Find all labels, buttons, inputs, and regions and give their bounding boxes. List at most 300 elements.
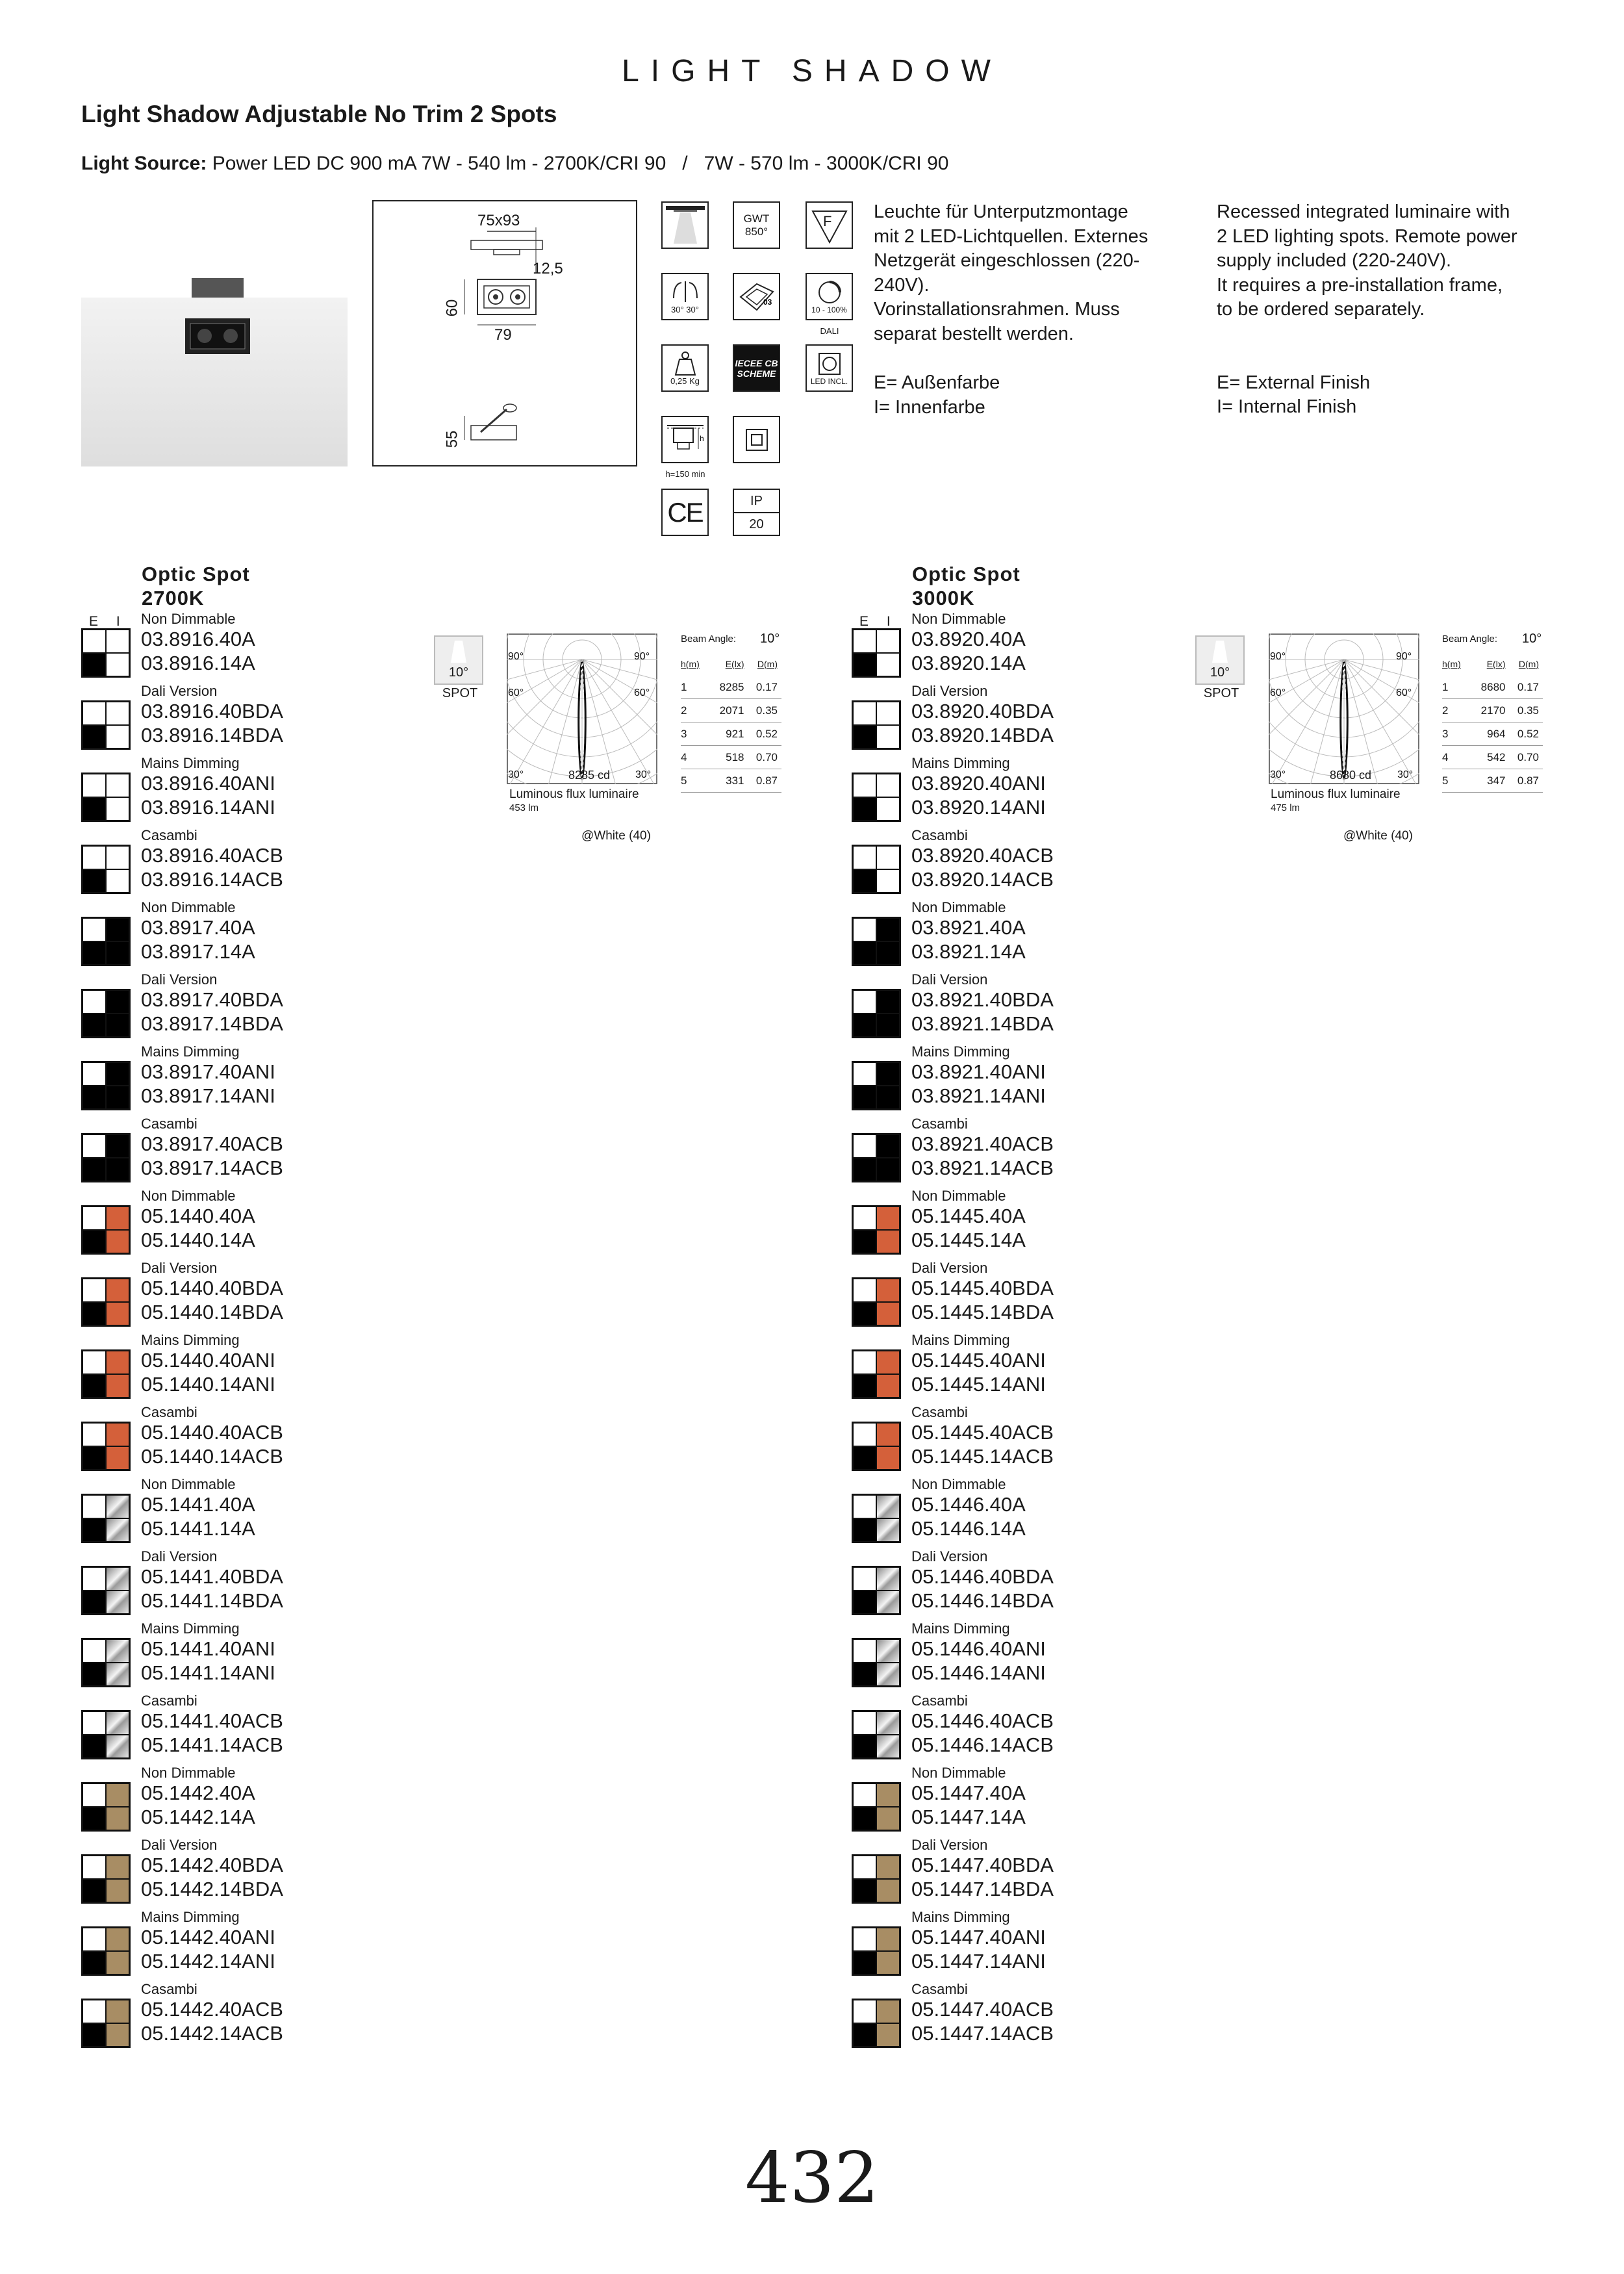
finish-swatch-cell [106, 1711, 129, 1735]
product-code-group [852, 1045, 1215, 1118]
finish-swatch-cell [82, 653, 106, 676]
finish-swatch-cell [106, 1591, 129, 1614]
table-row [681, 722, 781, 746]
finish-swatch-cell [876, 702, 900, 725]
product-codes [141, 843, 283, 891]
finish-swatch [852, 1566, 901, 1615]
finish-swatch [852, 1782, 901, 1832]
finish-swatch-cell [82, 1663, 106, 1686]
product-code-group [852, 1190, 1215, 1262]
finish-swatch [852, 1133, 901, 1182]
product-codes [911, 1060, 1046, 1108]
finish-swatch-cell [82, 1351, 106, 1374]
product-code-group [852, 1262, 1215, 1334]
finish-swatch-cell [853, 1062, 876, 1086]
finish-swatch-cell [82, 1302, 106, 1325]
product-code: 05.1446.14BDA [911, 1589, 1054, 1612]
finish-swatch-cell [106, 2023, 129, 2047]
finish-swatch-cell [853, 1928, 876, 1951]
version-label: Non Dimmable [911, 1188, 1006, 1204]
product-code: 05.1441.14BDA [141, 1589, 283, 1612]
table-header-cell: E(lx) [725, 659, 744, 669]
version-label: Dali Version [911, 1837, 988, 1853]
finish-swatch [852, 1205, 901, 1255]
finish-swatch-cell [876, 869, 900, 893]
finish-swatch-cell [876, 797, 900, 821]
finish-swatch-cell [106, 774, 129, 797]
product-code-group [852, 1478, 1215, 1550]
table-cell: 5 [1442, 774, 1449, 787]
product-code: 05.1442.14A [141, 1806, 255, 1828]
product-codes [141, 1565, 283, 1613]
peak-intensity: 8680 cd [1330, 769, 1372, 782]
finish-swatch-cell [853, 797, 876, 821]
finish-swatch-cell [106, 702, 129, 725]
finish-swatch-cell [82, 2000, 106, 2023]
product-code: 05.1441.40ACB [141, 1709, 283, 1732]
finish-swatch-cell [853, 2023, 876, 2047]
finish-swatch-cell [853, 1518, 876, 1542]
product-code: 05.1440.14A [141, 1229, 255, 1251]
table-cell: 2071 [719, 704, 744, 717]
polar-diagram [507, 633, 657, 784]
polar-angle-label: 30° [1397, 769, 1414, 780]
ip-label: IP [750, 494, 763, 508]
version-label: Non Dimmable [911, 899, 1006, 915]
finish-swatch-cell [853, 1446, 876, 1470]
product-code: 03.8916.14ANI [141, 796, 275, 819]
dali-caption: DALI [820, 326, 839, 336]
desc-de-line: 240V). [874, 274, 930, 296]
product-code: 05.1440.14ANI [141, 1373, 275, 1396]
product-code-group [81, 1262, 445, 1334]
finish-swatch [81, 1710, 131, 1759]
table-row [1442, 676, 1543, 699]
product-code: 03.8917.14ACB [141, 1156, 283, 1179]
version-label: Casambi [911, 1693, 968, 1709]
product-codes [911, 771, 1046, 819]
finish-swatch-cell [853, 1279, 876, 1302]
gwt-icon [733, 201, 780, 249]
finish-swatch-cell [876, 990, 900, 1014]
finish-swatch-cell [106, 1423, 129, 1446]
product-code-group [852, 1622, 1215, 1694]
beam-angle-label: Beam Angle: [1442, 633, 1498, 645]
polar-angle-label: 60° [634, 687, 650, 698]
finish-swatch-cell [106, 1879, 129, 1902]
finish-swatch [852, 1277, 901, 1327]
finish-swatch [81, 1349, 131, 1399]
product-code: 05.1445.40ANI [911, 1349, 1046, 1372]
finish-swatch-cell [853, 653, 876, 676]
finish-swatch [81, 700, 131, 750]
weight-icon [661, 344, 709, 392]
finish-swatch [81, 1854, 131, 1904]
product-code: 05.1447.14ANI [911, 1950, 1046, 1973]
table-cell: 0.87 [1517, 774, 1539, 787]
light-source-line [81, 153, 948, 175]
dim-offset: 12,5 [533, 260, 563, 277]
version-label: Dali Version [911, 1260, 988, 1276]
finish-swatch [81, 1133, 131, 1182]
dim-top: 75x93 [477, 212, 520, 229]
product-code-group [852, 1406, 1215, 1478]
product-codes [141, 1060, 275, 1108]
table-cell: 1 [681, 681, 687, 693]
product-code: 03.8917.40BDA [141, 988, 283, 1011]
finish-swatch-cell [853, 941, 876, 965]
finish-swatch-cell [82, 1711, 106, 1735]
product-codes [141, 1637, 275, 1685]
product-code: 03.8921.40ACB [911, 1132, 1054, 1155]
finish-swatch-cell [876, 1879, 900, 1902]
finish-swatch-cell [853, 630, 876, 653]
table-header-cell: h(m) [1442, 659, 1461, 669]
finish-swatch-cell [853, 1014, 876, 1037]
version-label: Non Dimmable [141, 1188, 236, 1204]
product-code-group [81, 1694, 445, 1767]
f-mark-letter: F [823, 213, 832, 229]
product-code: 05.1441.40ANI [141, 1637, 275, 1660]
finish-swatch-cell [106, 1807, 129, 1830]
finish-swatch-cell [876, 1783, 900, 1807]
led-incl-icon [806, 344, 853, 392]
table-cell: 0.35 [1517, 704, 1539, 717]
finish-swatch-cell [853, 1207, 876, 1230]
product-code-group [81, 1045, 445, 1118]
product-code: 05.1442.40ACB [141, 1998, 283, 2021]
finish-swatch-cell [876, 1423, 900, 1446]
spot-label: SPOT [442, 686, 478, 700]
finish-swatch-cell [853, 1423, 876, 1446]
polar-angle-label: 30° [1270, 769, 1286, 780]
product-codes [141, 1204, 255, 1252]
finish-swatch-cell [876, 774, 900, 797]
finish-swatch-cell [853, 774, 876, 797]
version-label: Non Dimmable [141, 611, 236, 627]
finish-swatch-cell [106, 1856, 129, 1879]
finish-swatch-cell [876, 2000, 900, 2023]
spot-angle: 10° [1210, 665, 1230, 680]
finish-swatch-cell [853, 1134, 876, 1158]
product-code-group [81, 1839, 445, 1911]
product-code: 03.8916.40ANI [141, 772, 275, 795]
finish-swatch-cell [876, 725, 900, 748]
finish-swatch-cell [876, 1279, 900, 1302]
finish-swatch-cell [853, 1856, 876, 1879]
finish-swatch-cell [82, 1807, 106, 1830]
product-code: 05.1440.14BDA [141, 1301, 283, 1323]
product-code-group [81, 1118, 445, 1190]
product-code-group [852, 1118, 1215, 1190]
table-cell: 3 [1442, 728, 1449, 740]
beam-angle-label: Beam Angle: [681, 633, 737, 645]
optic-title-line: Optic Spot [912, 563, 1021, 585]
finish-swatch-cell [876, 1567, 900, 1591]
finish-swatch-cell [106, 1086, 129, 1109]
finish-swatch-cell [106, 797, 129, 821]
product-codes [141, 1492, 255, 1540]
peak-intensity: 8285 cd [568, 769, 611, 782]
finish-swatch [81, 1422, 131, 1471]
finish-swatch-cell [876, 1928, 900, 1951]
finish-swatch [81, 917, 131, 966]
version-label: Casambi [141, 1116, 197, 1132]
finish-swatch-cell [853, 702, 876, 725]
finish-swatch-cell [876, 1302, 900, 1325]
finish-swatch-cell [82, 1230, 106, 1253]
product-codes [141, 771, 275, 819]
product-code: 05.1442.14ACB [141, 2022, 283, 2045]
recess-height-icon [661, 416, 709, 463]
product-codes [911, 915, 1026, 964]
polar-angle-label: 60° [1396, 687, 1412, 698]
optic-title-3000 [912, 562, 1021, 610]
product-code: 05.1445.40A [911, 1205, 1026, 1227]
version-label: Casambi [141, 1404, 197, 1420]
class-icon [733, 273, 780, 320]
table-cell: 3 [681, 728, 687, 740]
finish-swatch-cell [82, 990, 106, 1014]
finish-swatch-cell [853, 1230, 876, 1253]
product-code: 05.1446.40BDA [911, 1565, 1054, 1588]
table-header-cell: D(m) [757, 659, 778, 669]
finish-swatch-cell [853, 725, 876, 748]
finish-swatch-cell [82, 1158, 106, 1181]
version-label: Mains Dimming [911, 755, 1010, 771]
finish-swatch [81, 1494, 131, 1543]
product-code: 05.1446.14ANI [911, 1661, 1046, 1684]
finish-swatch-cell [82, 1134, 106, 1158]
version-label: Mains Dimming [141, 1620, 240, 1637]
product-code: 03.8917.40ANI [141, 1060, 275, 1083]
finish-swatch-cell [876, 630, 900, 653]
finish-swatch-cell [106, 1928, 129, 1951]
dimension-drawing [372, 200, 637, 466]
product-code: 03.8917.40ACB [141, 1132, 283, 1155]
ce-label: CE [667, 496, 703, 528]
ei-header-left: E I [89, 614, 127, 629]
version-label: Dali Version [141, 1837, 218, 1853]
finish-swatch-cell [853, 1567, 876, 1591]
finish-swatch-cell [876, 1446, 900, 1470]
product-code: 03.8921.14ACB [911, 1156, 1054, 1179]
table-cell: 0.17 [1517, 681, 1539, 693]
spot-angle: 10° [448, 665, 469, 680]
finish-swatch [81, 1999, 131, 2048]
table-row [1442, 722, 1543, 746]
finish-swatch [81, 1566, 131, 1615]
polar-diagram [1269, 633, 1419, 784]
table-cell: 331 [726, 774, 744, 787]
ip-rating-icon [733, 489, 780, 536]
finish-swatch-cell [876, 1230, 900, 1253]
product-code: 03.8916.14ACB [141, 868, 283, 891]
finish-swatch-cell [876, 2023, 900, 2047]
finish-e-de: E= Außenfarbe [874, 372, 1000, 393]
table-cell: 5 [681, 774, 687, 787]
table-header-cell: D(m) [1518, 659, 1539, 669]
finish-swatch-cell [106, 846, 129, 869]
product-code: 05.1447.40ANI [911, 1926, 1046, 1948]
finish-swatch-cell [106, 2000, 129, 2023]
finish-swatch [852, 989, 901, 1038]
product-codes [141, 1925, 275, 1973]
product-code-group [81, 757, 445, 829]
product-code: 05.1447.14ACB [911, 2022, 1054, 2045]
finish-swatch-cell [106, 1663, 129, 1686]
finish-swatch-cell [876, 1086, 900, 1109]
finish-swatch-cell [853, 1639, 876, 1663]
version-label: Non Dimmable [911, 611, 1006, 627]
finish-swatch-cell [82, 1567, 106, 1591]
optic-title-line: Optic Spot [142, 563, 250, 585]
version-label: Mains Dimming [911, 1620, 1010, 1637]
product-code: 03.8921.14BDA [911, 1012, 1054, 1035]
product-code: 03.8920.14BDA [911, 724, 1054, 747]
finish-swatch-cell [876, 1014, 900, 1037]
flux-label: Luminous flux luminaire [1271, 787, 1401, 801]
finish-swatch [81, 1061, 131, 1110]
finish-i-en: I= Internal Finish [1217, 396, 1357, 417]
finish-swatch-cell [853, 1807, 876, 1830]
product-code-group [852, 685, 1215, 757]
desc-de-line: Vorinstallationsrahmen. Muss [874, 299, 1120, 320]
finish-swatch [81, 1277, 131, 1327]
finish-swatch-cell [853, 869, 876, 893]
table-cell: 4 [681, 751, 687, 763]
finish-swatch-cell [82, 1086, 106, 1109]
polar-angle-label: 90° [1270, 651, 1286, 662]
illuminance-table [1442, 653, 1543, 793]
beam-angle-value: 10° [1522, 632, 1542, 646]
finish-swatch-cell [853, 1302, 876, 1325]
gwt-label: GWT 850° [743, 212, 770, 238]
finish-swatch-cell [82, 702, 106, 725]
version-label: Casambi [141, 1981, 197, 1997]
product-codes [911, 1853, 1054, 1901]
finish-swatch-cell [876, 1856, 900, 1879]
finish-swatch-cell [853, 846, 876, 869]
finish-swatch [852, 917, 901, 966]
product-codes [911, 1204, 1026, 1252]
product-code: 05.1440.40BDA [141, 1277, 283, 1299]
table-header-cell: E(lx) [1486, 659, 1506, 669]
version-label: Dali Version [911, 683, 988, 699]
spot-beam-icon [1195, 635, 1245, 685]
product-code: 03.8916.40BDA [141, 700, 283, 722]
code-column-3000 [852, 613, 1215, 2068]
desc-en-line: to be ordered separately. [1217, 299, 1425, 320]
product-code: 05.1440.40A [141, 1205, 255, 1227]
finish-swatch-cell [853, 1663, 876, 1686]
finish-swatch-cell [82, 2023, 106, 2047]
finish-swatch-cell [106, 1735, 129, 1758]
product-codes [141, 1781, 255, 1829]
finish-swatch [852, 1638, 901, 1687]
product-code: 03.8921.14ANI [911, 1084, 1046, 1107]
product-code: 05.1447.40A [911, 1782, 1026, 1804]
table-cell: 0.87 [755, 774, 778, 787]
finish-swatch-cell [876, 1807, 900, 1830]
f-mark-icon [806, 201, 853, 249]
product-codes [141, 627, 255, 675]
finish-swatch-cell [876, 1711, 900, 1735]
version-label: Casambi [911, 1116, 968, 1132]
product-codes [911, 1565, 1054, 1613]
product-codes [911, 1997, 1054, 2045]
table-row [681, 699, 781, 722]
product-code-group [81, 973, 445, 1045]
product-codes [141, 1420, 283, 1468]
product-code: 05.1441.40BDA [141, 1565, 283, 1588]
illuminance-table-grid [681, 653, 781, 793]
product-code-group [81, 1334, 445, 1406]
table-cell: 0.70 [755, 751, 778, 763]
spot-beam-icon [434, 635, 483, 685]
product-codes [911, 1925, 1046, 1973]
product-code-group [81, 1767, 445, 1839]
table-header-row [681, 653, 781, 676]
finish-swatch-cell [82, 1639, 106, 1663]
finish-swatch-cell [853, 1374, 876, 1398]
finish-swatch-cell [106, 941, 129, 965]
finish-swatch [81, 628, 131, 678]
spot-label: SPOT [1203, 686, 1239, 700]
finish-swatch-cell [106, 1207, 129, 1230]
finish-swatch-cell [876, 1735, 900, 1758]
optic-cct: 2700K [142, 587, 205, 609]
finish-swatch-cell [106, 1302, 129, 1325]
svg-text:h: h [699, 433, 704, 443]
table-cell: 2 [1442, 704, 1449, 717]
description-de [874, 200, 1205, 420]
product-code: 03.8916.14A [141, 652, 255, 674]
table-cell: 8285 [719, 681, 744, 693]
finish-swatch-cell [82, 1856, 106, 1879]
finish-swatch [81, 1205, 131, 1255]
product-code-group [81, 1550, 445, 1622]
finish-swatch-cell [876, 1495, 900, 1518]
product-codes [141, 1853, 283, 1901]
finish-swatch-cell [106, 1279, 129, 1302]
illuminance-table-grid [1442, 653, 1543, 793]
product-code: 03.8920.14A [911, 652, 1026, 674]
desc-de-line: mit 2 LED-Lichtquellen. Externes [874, 225, 1148, 247]
product-code: 03.8917.40A [141, 916, 255, 939]
finish-swatch [81, 845, 131, 894]
dali-range-label: 10 - 100% [811, 305, 847, 314]
product-code-group [81, 1622, 445, 1694]
finish-swatch [852, 700, 901, 750]
downlight-icon [661, 201, 709, 249]
product-code: 03.8917.14ANI [141, 1084, 275, 1107]
table-cell: 0.17 [755, 681, 778, 693]
product-codes [141, 915, 255, 964]
led-incl-label: LED INCL. [810, 376, 848, 386]
version-label: Casambi [911, 827, 968, 843]
version-label: Dali Version [141, 971, 218, 988]
product-code-group [852, 973, 1215, 1045]
finish-swatch-cell [876, 1158, 900, 1181]
table-cell: 8680 [1480, 681, 1506, 693]
flux-label: Luminous flux luminaire [509, 787, 639, 801]
polar-angle-label: 30° [508, 769, 524, 780]
code-column-2700 [81, 613, 445, 2068]
product-codes [911, 1420, 1054, 1468]
table-cell: 0.52 [1517, 728, 1539, 740]
finish-swatch [852, 1061, 901, 1110]
